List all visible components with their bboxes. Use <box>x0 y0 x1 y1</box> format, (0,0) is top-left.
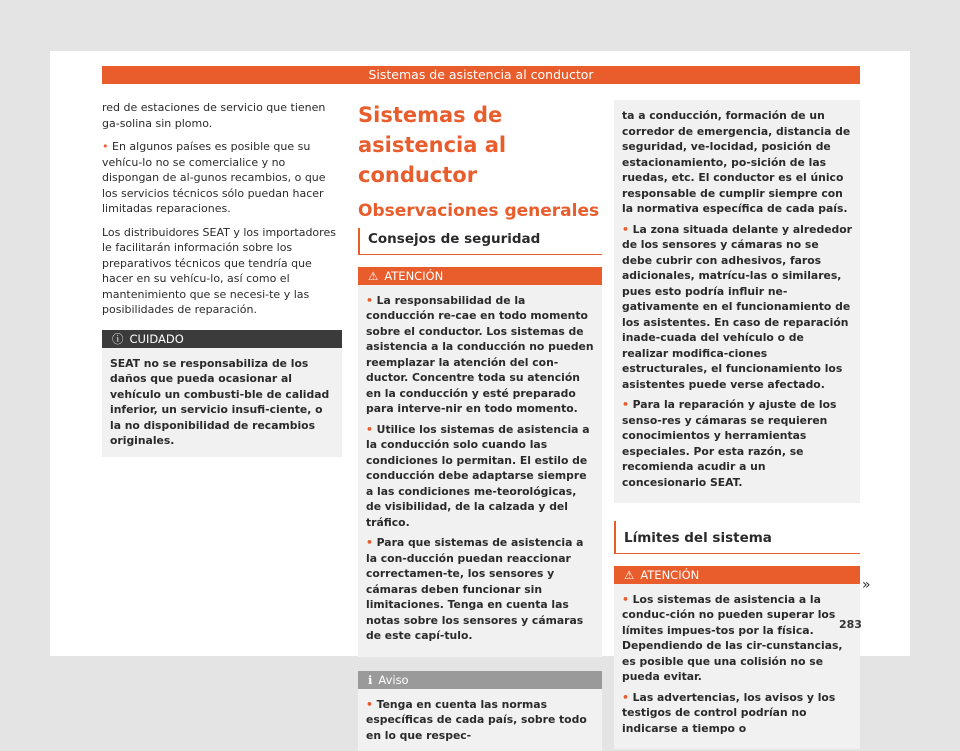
note-box <box>358 671 602 751</box>
warning-box-limits <box>614 566 860 750</box>
column-2 <box>358 100 602 751</box>
caution-box <box>102 330 342 457</box>
warning-triangle-icon: ⚠ <box>624 566 634 584</box>
caution-header <box>102 330 342 348</box>
column-1 <box>102 100 342 457</box>
bullet-icon: • <box>102 140 112 153</box>
section-heading: Consejos de seguridad <box>358 228 602 255</box>
warning-box <box>358 267 602 657</box>
paragraph-text: En algunos países es posible que su vehícu-lo no se comercialice y no dispongan de al-gunos recambios, o que los servicios técnicos sólo puedan hacer limitadas reparaciones. <box>102 140 326 215</box>
info-icon: ℹ <box>368 671 372 689</box>
paragraph: Los distribuidores SEAT y los importadores le facilitarán información sobre los preparativos técnicos que tendría que hacer en su vehícu-lo, así como el mantenimiento que se necesi-te y las posibilidades de reparación. <box>102 225 342 318</box>
warning-header <box>614 566 860 584</box>
warning-body <box>614 584 860 750</box>
list-item: • Utilice los sistemas de asistencia a la conducción solo cuando las condiciones lo permitan. El estilo de conducción debe adaptarse siempre a las condiciones me-teorológicas, de visibilidad, de la calzada y del tráfico. <box>366 422 594 531</box>
page-number: 283 <box>839 618 862 631</box>
subtitle: Observaciones generales <box>358 200 602 222</box>
note-body: • Tenga en cuenta las normas específicas de cada país, sobre todo en lo que respec- <box>358 689 602 751</box>
warning-label: ATENCIÓN <box>640 568 699 582</box>
column-3 <box>614 100 860 749</box>
list-item: • Para la reparación y ajuste de los senso-res y cámaras se requieren conocimientos y herramientas especiales. Por esta razón, se recomienda acudir a un concesionario SEAT. <box>622 397 852 490</box>
warning-label: ATENCIÓN <box>384 269 443 283</box>
caution-label: CUIDADO <box>130 332 184 346</box>
paragraph: red de estaciones de servicio que tienen ga-solina sin plomo. <box>102 100 342 131</box>
continue-mark: » <box>862 577 871 593</box>
list-item: • Para que sistemas de asistencia a la con-ducción puedan reaccionar correctamen-te, los sensores y cámaras deben funcionar sin limitaciones. Tenga en cuenta las notas sobre los sensores y cámaras de este capí-tulo. <box>366 535 594 644</box>
chapter-header: Sistemas de asistencia al conductor <box>102 66 860 84</box>
caution-text: SEAT no se responsabiliza de los daños que pueda ocasionar al vehículo un combusti-ble de calidad inferior, un servicio insufi-ciente, o la no disponibilidad de recambios originales. <box>102 348 342 457</box>
warning-header <box>358 267 602 285</box>
warning-triangle-icon: ⚠ <box>368 267 378 285</box>
section-heading-limits: Límites del sistema <box>614 521 860 554</box>
paragraph <box>102 139 342 217</box>
note-continued <box>614 100 860 503</box>
list-item: ta a conducción, formación de un corredor de emergencia, distancia de seguridad, ve-locidad, posición de estacionamiento, po-sición de las ruedas, etc. El conductor es el único responsable de cumplir siempre con la normativa específica de cada país. <box>622 108 852 217</box>
list-item: • La responsabilidad de la conducción re-cae en todo momento sobre el conductor. Los sistemas de asistencia a la conducción no pueden reemplazar la atención del con-ductor. Concentre toda su atención en la conducción y esté preparado para interve-nir en todo momento. <box>366 293 594 417</box>
info-circle-icon: ⓘ <box>112 330 124 348</box>
warning-body <box>358 285 602 657</box>
page-title: Sistemas de asistencia al conductor <box>358 100 602 190</box>
list-item: • La zona situada delante y alrededor de los sensores y cámaras no se debe cubrir con adhesivos, faros adicionales, matrícu-las o similares, pues esto podría influir ne-gativamente en el funcionamiento de los asistentes. En caso de reparación inade-cuada del vehículo o de realizar modifica-ciones estructurales, el funcionamiento los asistentes puede verse afectado. <box>622 222 852 393</box>
note-header <box>358 671 602 689</box>
note-label: Aviso <box>378 673 408 687</box>
list-item: • Las advertencias, los avisos y los testigos de control podrían no indicarse a tiempo o <box>622 690 852 737</box>
note-continued-box <box>614 100 860 503</box>
list-item: • Los sistemas de asistencia a la conduc-ción no pueden superar los límites impues-tos por la física. Dependiendo de las cir-cunstancias, es posible que una colisión no se pueda evitar. <box>622 592 852 685</box>
